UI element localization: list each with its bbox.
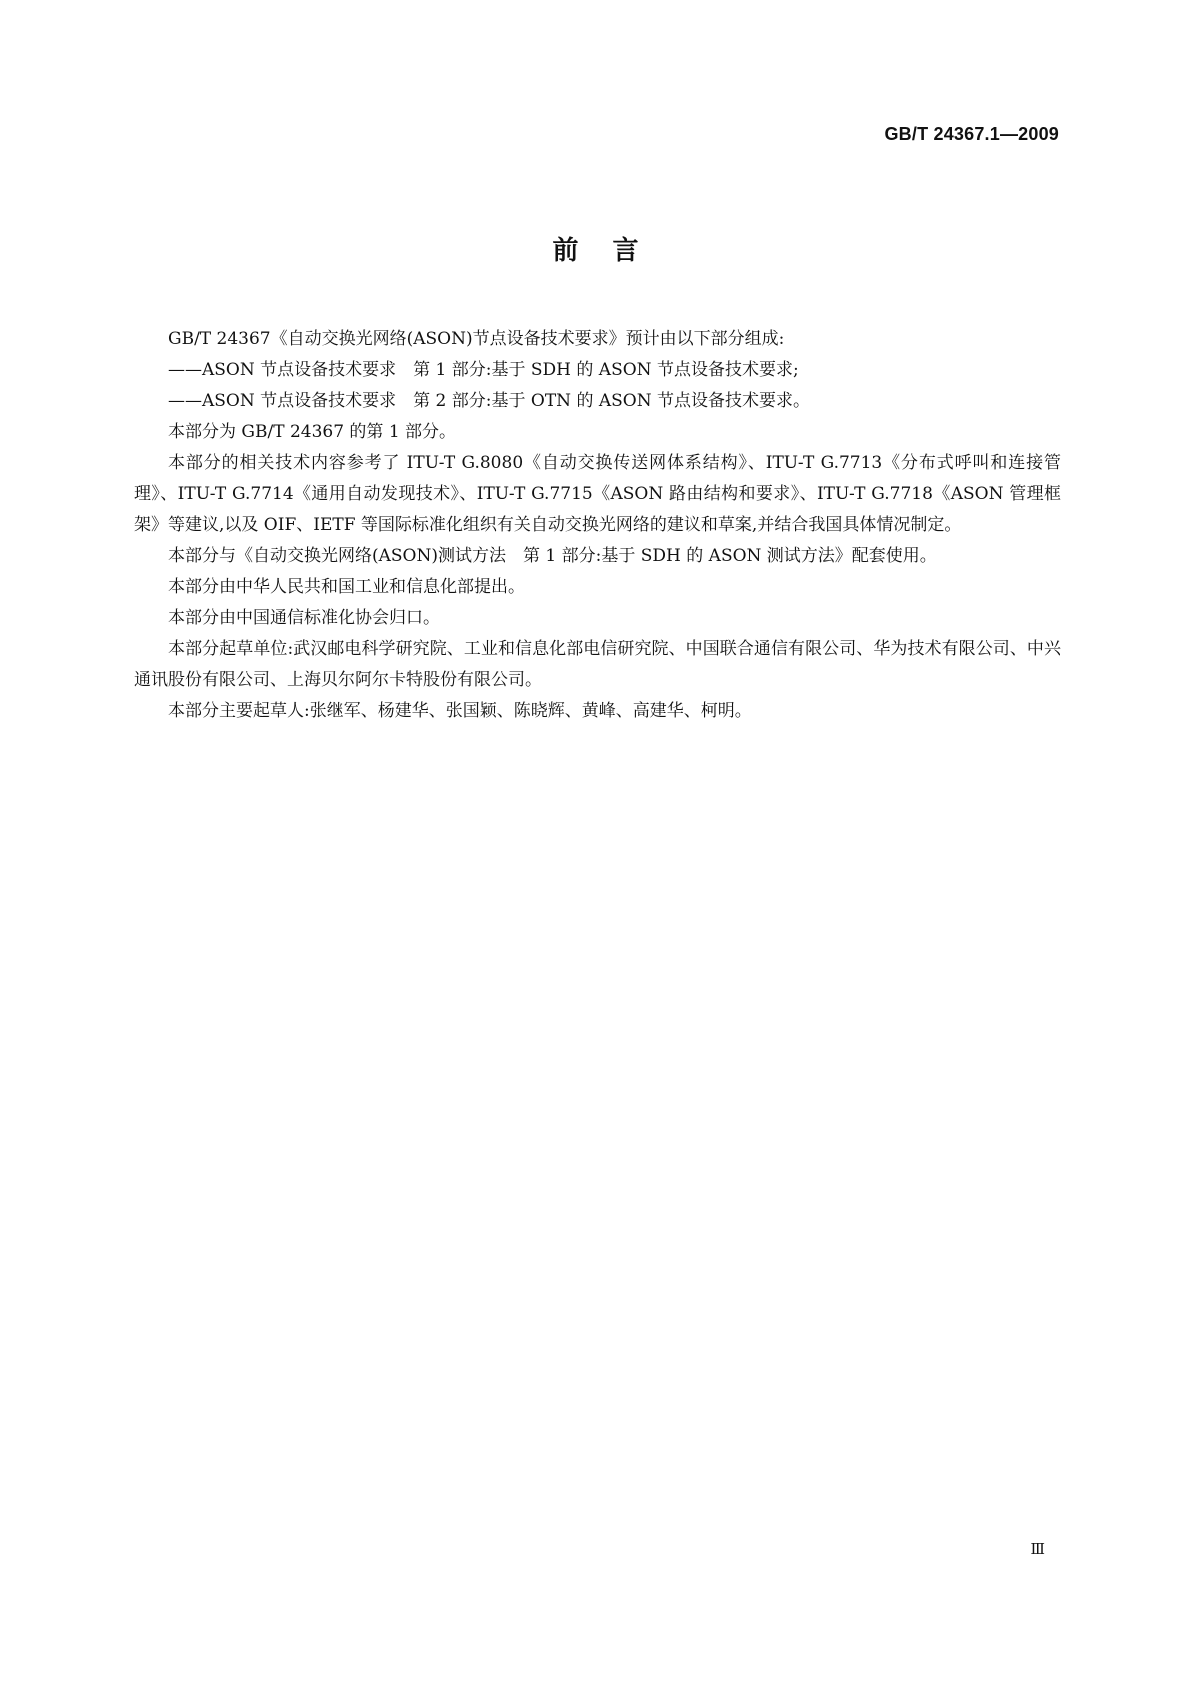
proposer-paragraph: 本部分由中华人民共和国工业和信息化部提出。 [168,577,525,597]
page-number: Ⅲ [1030,1540,1045,1558]
part-list-item-1 [134,355,1061,386]
part-1-prefix: ——ASON 节点设备技术要求 [168,360,397,380]
part-list-item-2 [134,386,1061,417]
part-2-suffix: 第 2 部分:基于 OTN 的 ASON 节点设备技术要求。 [413,391,810,411]
intro-paragraph: GB/T 24367《自动交换光网络(ASON)节点设备技术要求》预计由以下部分组成: [168,329,785,349]
drafters-paragraph: 本部分主要起草人:张继军、杨建华、张国颖、陈晓辉、黄峰、高建华、柯明。 [168,701,752,721]
page-title: 前言 [552,236,673,266]
companion-paragraph [134,541,1061,572]
companion-text-start: 本部分与《自动交换光网络(ASON)测试方法 [168,546,506,566]
standard-code: GB/T 24367.1—2009 [884,124,1059,144]
part-2-prefix: ——ASON 节点设备技术要求 [168,391,397,411]
companion-text-end: 第 1 部分:基于 SDH 的 ASON 测试方法》配套使用。 [523,546,937,566]
foreword-body [134,324,1061,727]
administrator-paragraph: 本部分由中国通信标准化协会归口。 [168,608,440,628]
part-1-suffix: 第 1 部分:基于 SDH 的 ASON 节点设备技术要求; [413,360,799,380]
part-statement-paragraph: 本部分为 GB/T 24367 的第 1 部分。 [168,422,457,442]
drafting-units-paragraph: 本部分起草单位:武汉邮电科学研究院、工业和信息化部电信研究院、中国联合通信有限公司、华为技术有限公司、中兴通讯股份有限公司、上海贝尔阿尔卡特股份有限公司。 [134,639,1061,690]
references-paragraph: 本部分的相关技术内容参考了 ITU-T G.8080《自动交换传送网体系结构》、ITU-T G.7713《分布式呼叫和连接管理》、ITU-T G.7714《通用自动发现技术》、ITU-T G.7715《ASON 路由结构和要求》、ITU-T G.7718《ASON 管理框架》等建议,以及 OIF、IETF 等国际标准化组织有关自动交换光网络的建议和草案,并结合我国具体情况制定。 [134,453,1061,535]
